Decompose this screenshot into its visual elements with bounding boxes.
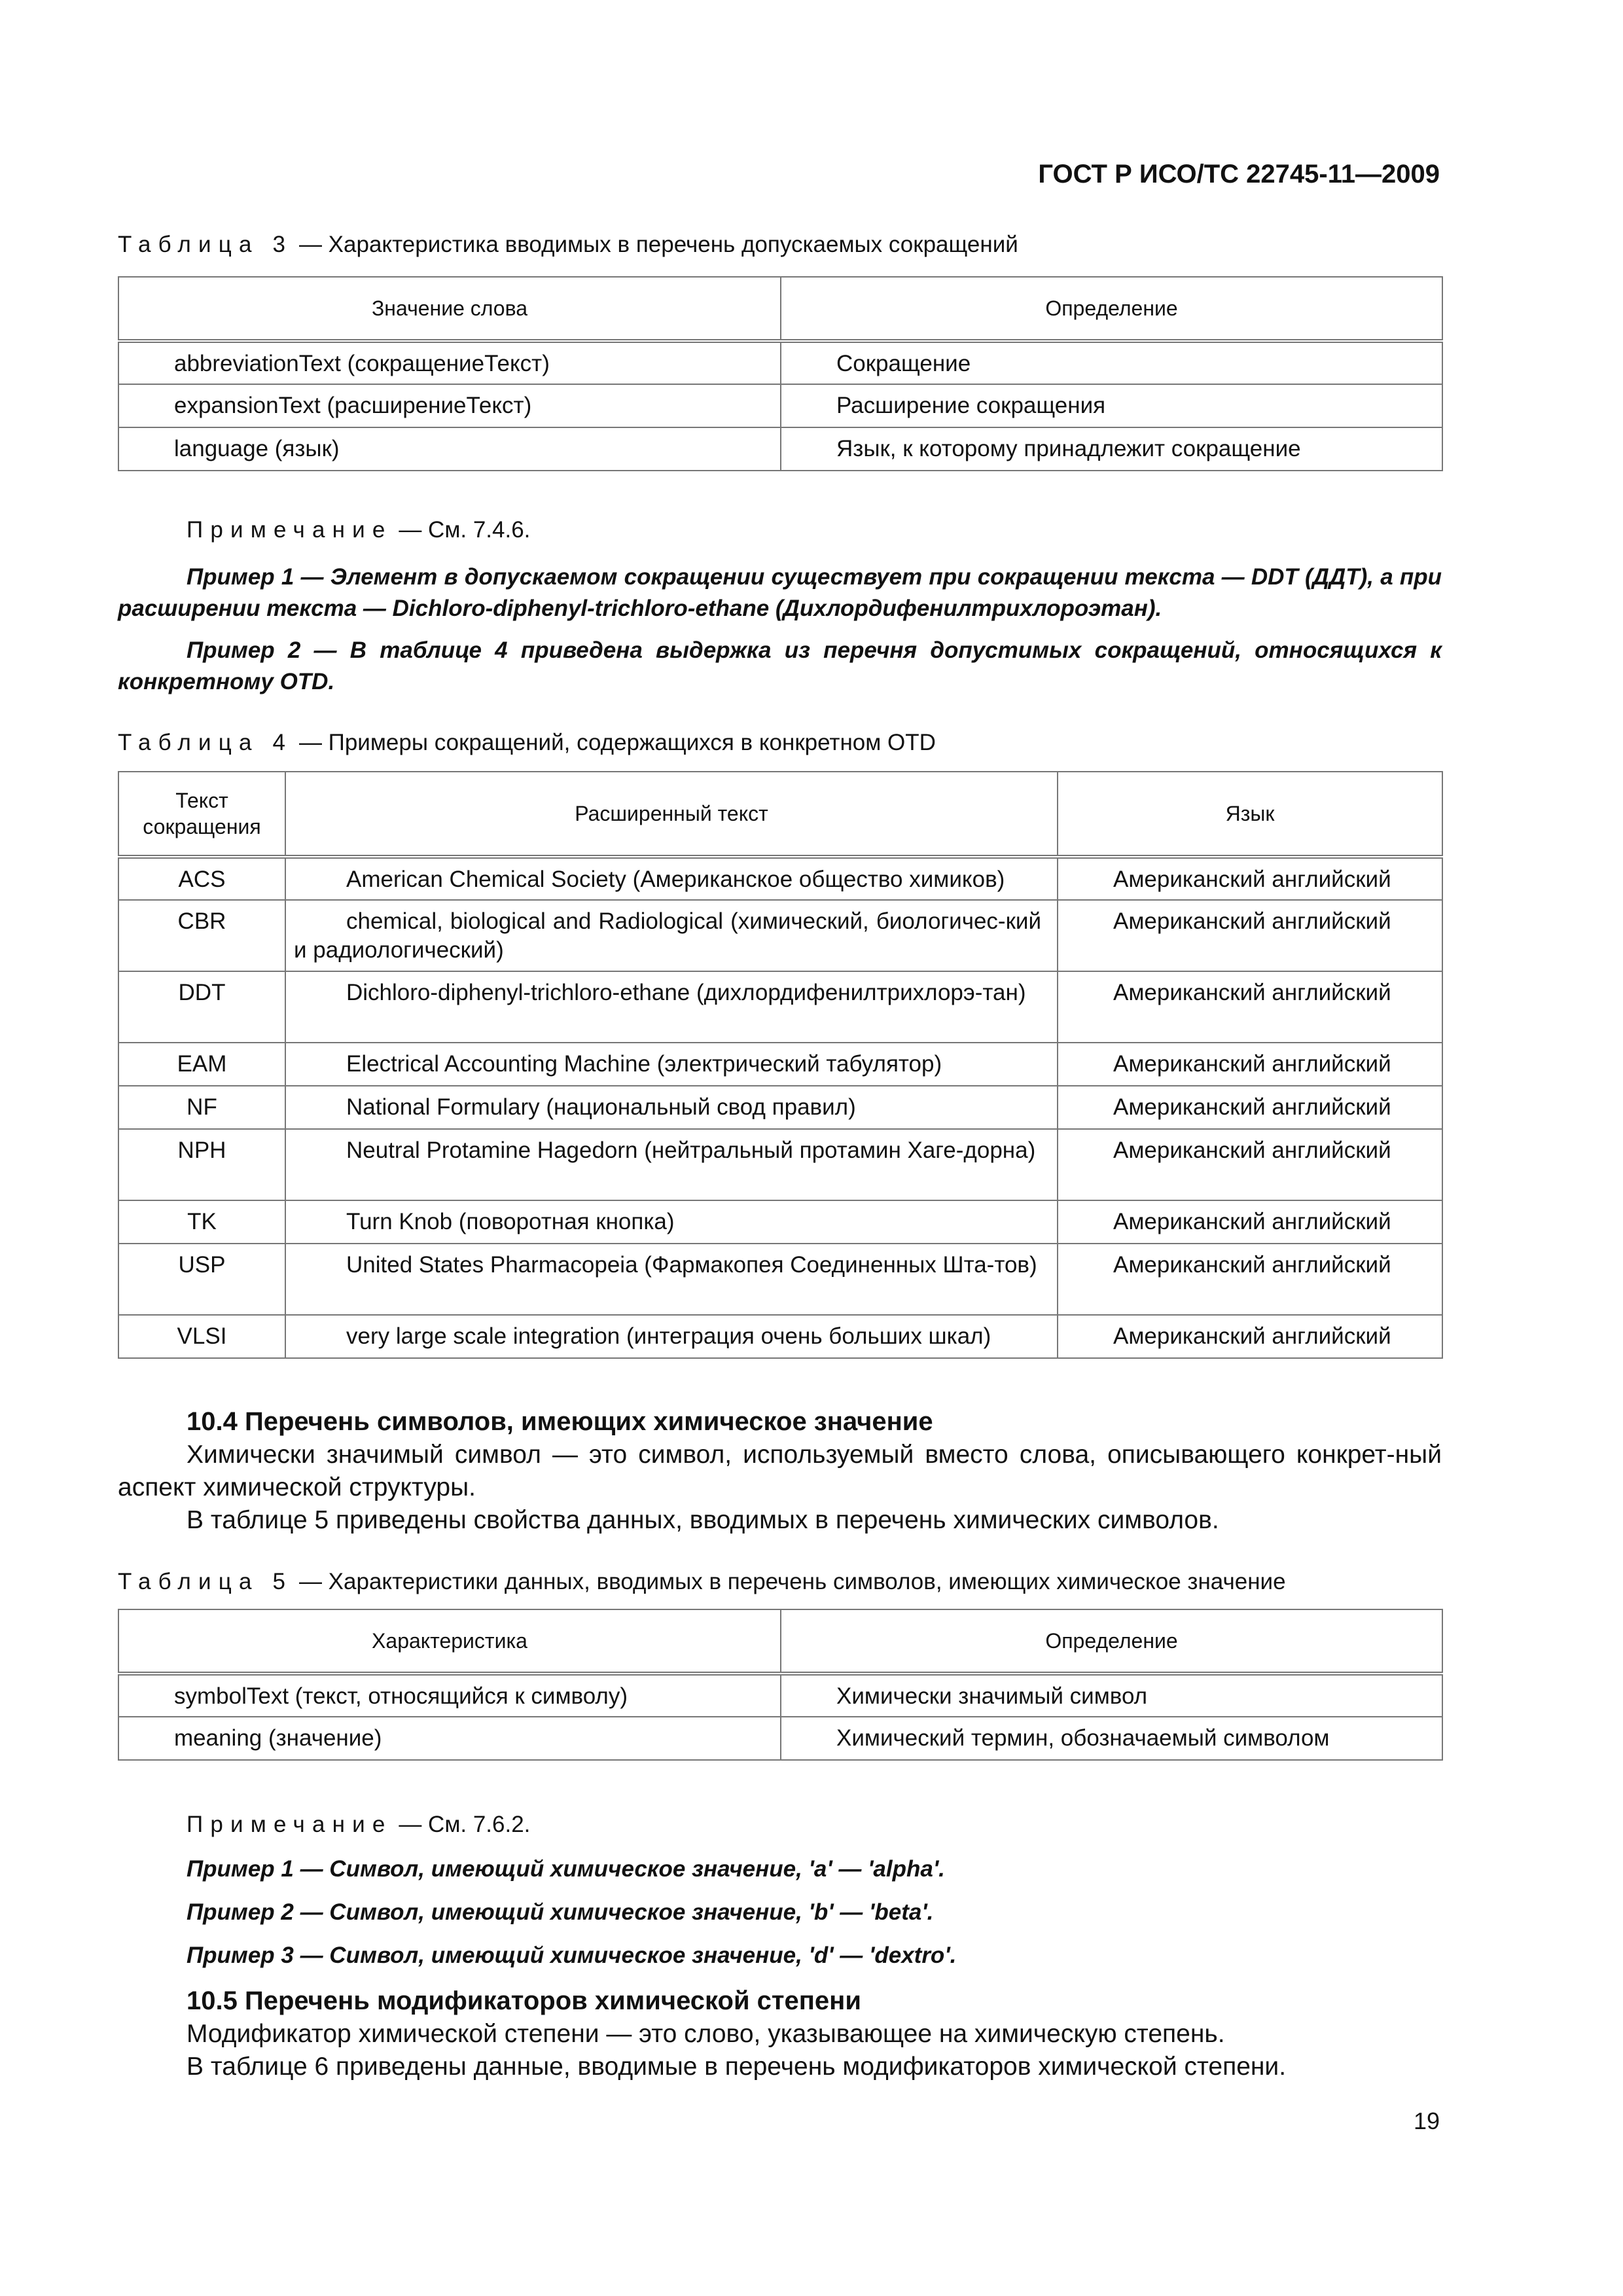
table-cell: Turn Knob (поворотная кнопка) <box>285 1200 1058 1244</box>
table-cell: Химический термин, обозначаемый символом <box>781 1717 1442 1760</box>
table-cell: abbreviationText (сокращениеТекст) <box>118 341 781 384</box>
table-cell: Американский английский <box>1058 1200 1442 1244</box>
table-row <box>118 1129 1442 1200</box>
note-table5 <box>187 1812 530 1838</box>
table4-caption-text: — Примеры сокращений, содержащихся в конкретном OTD <box>293 730 936 755</box>
table-row <box>118 384 1442 427</box>
example-2: Пример 2 — В таблице 4 приведена выдержка из перечня допустимых сокращений, относящихся к конкретному OTD. <box>118 637 1442 694</box>
table4-caption <box>118 728 936 757</box>
table-cell: USP <box>118 1244 285 1315</box>
table-cell: CBR <box>118 900 285 971</box>
table-cell: Американский английский <box>1058 1244 1442 1315</box>
note-text: — См. 7.6.2. <box>392 1812 531 1837</box>
table-cell: language (язык) <box>118 427 781 471</box>
example-symbol-2: Пример 2 — Символ, имеющий химическое значение, 'b' — 'beta'. <box>187 1899 934 1925</box>
table5 <box>118 1609 1443 1761</box>
section-10-4-heading: 10.4 Перечень символов, имеющих химическое значение <box>187 1407 933 1436</box>
document-title: ГОСТ Р ИСО/ТС 22745-11—2009 <box>1038 160 1440 188</box>
table-cell: Американский английский <box>1058 1129 1442 1200</box>
table-row <box>118 427 1442 471</box>
table-cell: EAM <box>118 1043 285 1086</box>
table-cell: Американский английский <box>1058 900 1442 971</box>
example-symbol-3: Пример 3 — Символ, имеющий химическое значение, 'd' — 'dextro'. <box>187 1943 957 1968</box>
table-cell: Американский английский <box>1058 1043 1442 1086</box>
table-row <box>118 1244 1442 1315</box>
table-row <box>118 1315 1442 1358</box>
table4-header-row <box>118 772 1442 857</box>
table-cell: Electrical Accounting Machine (электрический табулятор) <box>285 1043 1058 1086</box>
table-row <box>118 1043 1442 1086</box>
table-row <box>118 1086 1442 1129</box>
table-cell: meaning (значение) <box>118 1717 781 1760</box>
table3-header-cell: Значение слова <box>118 277 781 341</box>
table-cell: ACS <box>118 857 285 900</box>
table-cell: National Formulary (национальный свод правил) <box>285 1086 1058 1129</box>
table-cell: Американский английский <box>1058 971 1442 1043</box>
table-cell: VLSI <box>118 1315 285 1358</box>
table-cell: symbolText (текст, относящийся к символу) <box>118 1674 781 1717</box>
table-row <box>118 1674 1442 1717</box>
table3-header-row <box>118 277 1442 341</box>
table-cell: NF <box>118 1086 285 1129</box>
table5-caption-text: — Характеристики данных, вводимых в перечень символов, имеющих химическое значение <box>293 1569 1286 1594</box>
table5-caption <box>118 1568 1286 1596</box>
table-cell: Расширение сокращения <box>781 384 1442 427</box>
table-cell: Американский английский <box>1058 1086 1442 1129</box>
table4-header-cell: Текст сокращения <box>118 772 285 857</box>
table3-header-cell: Определение <box>781 277 1442 341</box>
table-row <box>118 1200 1442 1244</box>
table4-header-cell: Язык <box>1058 772 1442 857</box>
table-cell: chemical, biological and Radiological (химический, биологичес-кий и радиологический) <box>285 900 1058 971</box>
table-cell: Neutral Protamine Hagedorn (нейтральный протамин Хаге-дорна) <box>285 1129 1058 1200</box>
example-symbol-1: Пример 1 — Символ, имеющий химическое значение, 'a' — 'alpha'. <box>187 1856 945 1882</box>
table-cell: Dichloro-diphenyl-trichloro-ethane (дихлордифенилтрихлорэ-тан) <box>285 971 1058 1043</box>
table3-caption-label: Таблица 3 <box>118 232 293 257</box>
table3-caption-text: — Характеристика вводимых в перечень допускаемых сокращений <box>293 232 1018 257</box>
note-label: Примечание <box>187 1812 393 1837</box>
table4-header-cell: Расширенный текст <box>285 772 1058 857</box>
table-row <box>118 857 1442 900</box>
table-cell: TK <box>118 1200 285 1244</box>
table-cell: Сокращение <box>781 341 1442 384</box>
page-number: 19 <box>1413 2108 1440 2134</box>
table-cell: Язык, к которому принадлежит сокращение <box>781 427 1442 471</box>
note-label: Примечание <box>187 517 393 543</box>
table4 <box>118 771 1443 1359</box>
table-row <box>118 971 1442 1043</box>
section-10-5-heading: 10.5 Перечень модификаторов химической степени <box>187 1986 861 2015</box>
table-cell: NPH <box>118 1129 285 1200</box>
table3-caption <box>118 230 1018 259</box>
table-cell: Химически значимый символ <box>781 1674 1442 1717</box>
section-10-4-paragraph: В таблице 5 приведены свойства данных, вводимых в перечень химических символов. <box>187 1506 1219 1534</box>
table-cell: Американский английский <box>1058 1315 1442 1358</box>
note-text: — См. 7.4.6. <box>392 517 531 543</box>
example-1: Пример 1 — Элемент в допускаемом сокращении существует при сокращении текста — DDT (ДДТ), а при расширении текста — Dichloro-diphenyl-trichloro-ethane (Дихлордифенилтрихлороэтан). <box>118 564 1442 621</box>
table5-header-row <box>118 1609 1442 1674</box>
table3 <box>118 276 1443 471</box>
table-row <box>118 1717 1442 1760</box>
table5-header-cell: Характеристика <box>118 1609 781 1674</box>
table-cell: Американский английский <box>1058 857 1442 900</box>
note-table3 <box>187 517 530 543</box>
table-cell: American Chemical Society (Американское общество химиков) <box>285 857 1058 900</box>
table-cell: expansionText (расширениеТекст) <box>118 384 781 427</box>
table4-caption-label: Таблица 4 <box>118 730 293 755</box>
table-cell: United States Pharmacopeia (Фармакопея Соединенных Шта-тов) <box>285 1244 1058 1315</box>
table-cell: very large scale integration (интеграция очень больших шкал) <box>285 1315 1058 1358</box>
table-cell: DDT <box>118 971 285 1043</box>
table5-caption-label: Таблица 5 <box>118 1569 293 1594</box>
table-row <box>118 341 1442 384</box>
section-10-5-paragraph: В таблице 6 приведены данные, вводимые в перечень модификаторов химической степени. <box>187 2053 1287 2081</box>
table-row <box>118 900 1442 971</box>
section-10-5-paragraph: Модификатор химической степени — это слово, указывающее на химическую степень. <box>187 2020 1225 2048</box>
table5-header-cell: Определение <box>781 1609 1442 1674</box>
section-10-4-paragraph: Химически значимый символ — это символ, используемый вместо слова, описывающего конкрет-ный аспект химической структуры. <box>118 1441 1442 1501</box>
